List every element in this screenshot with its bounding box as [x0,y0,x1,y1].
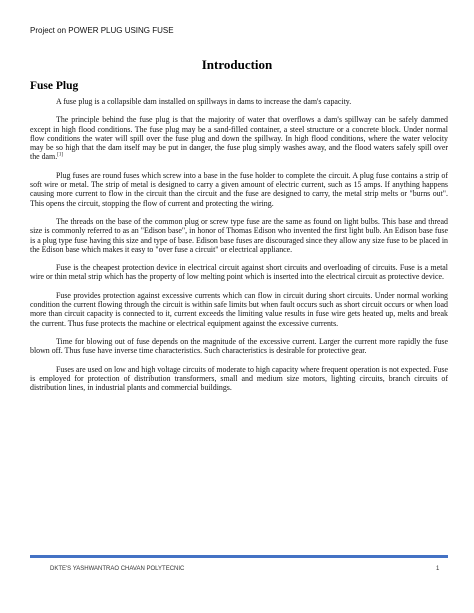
footnote-marker[interactable]: [1] [57,152,64,158]
page-header: Project on POWER PLUG USING FUSE [30,26,174,35]
paragraph: The threads on the base of the common plug or screw type fuse are the same as found on light bulbs. This base and thread size is commonly referred to as an "Edison base", in honor of Thomas Edison who invented the first light bulb. An Edison base fuse is a plug type fuse having this size and type of base. Edison base fuses are discouraged since they allow any size fuse to be placed in the Edison base which makes it easy to "over fuse a circuit" or electrical appliance. [30,216,448,254]
footer-rule [30,555,448,558]
paragraph: Fuse is the cheapest protection device in electrical circuit against short circuits and overloading of circuits. Fuse is a metal wire or thin metal strip which has the property of low melting point which is inserted into the electrical circuit as protective device. [30,263,448,282]
footer-institution: DKTE'S YASHWANTRAO CHAVAN POLYTECNIC [50,566,185,572]
page-title: Introduction [201,57,273,72]
paragraph: Fuses are used on low and high voltage circuits of moderate to high capacity where frequent operation is not expected. Fuse is employed for protection of distribution transformers, small and medium size motors, lighting circuits, branch circuits of distribution lines, in industrial plants and commercial buildings. [30,364,448,393]
page-number: 1 [436,566,440,572]
paragraph-text: The principle behind the fuse plug is that the majority of water that overflows a dam's spillway can be safely dammed except in high flood conditions. The fuse plug may be a sand-filled container, a steel structure or a concrete block. Under normal flow conditions the water will spill over the fuse plug and down the spillway. In high flood conditions, where the water velocity may be so high that the dam itself may be put in danger, the fuse plug simply washes away, and the flood waters safely spill over the dam. [30,115,448,162]
paragraph [30,115,448,161]
paragraph: A fuse plug is a collapsible dam installed on spillways in dams to increase the dam's capacity. [56,97,352,106]
section-heading: Fuse Plug [30,80,79,92]
paragraph: Plug fuses are round fuses which screw into a base in the fuse holder to complete the circuit. A plug fuse contains a strip of soft wire or metal. The strip of metal is designed to carry a given amount of electric current, such as 15 amps. If anything happens causing more current to flow in the circuit than the circuit and the fuse are designed to carry, the metal strip melts or "burns out". This opens the circuit, stopping the flow of current and protecting the wiring. [30,170,448,208]
body-text [30,97,448,401]
paragraph: Fuse provides protection against excessive currents which can flow in circuit during short circuits. Under normal working condition the current flowing through the circuit is within safe limits but when fault occurs such as short circuit occurs or when load more than circuit capacity is connected to it, current exceeds the limiting value results in fuse wire gets heated up, melts and break the current. Thus fuse protects the machine or electrical equipment against the excessive currents. [30,290,448,328]
paragraph: Time for blowing out of fuse depends on the magnitude of the excessive current. Larger the current more rapidly the fuse blown off. Thus fuse have inverse time characteristics. Such characteristics is desirable for protective gear. [30,336,448,356]
